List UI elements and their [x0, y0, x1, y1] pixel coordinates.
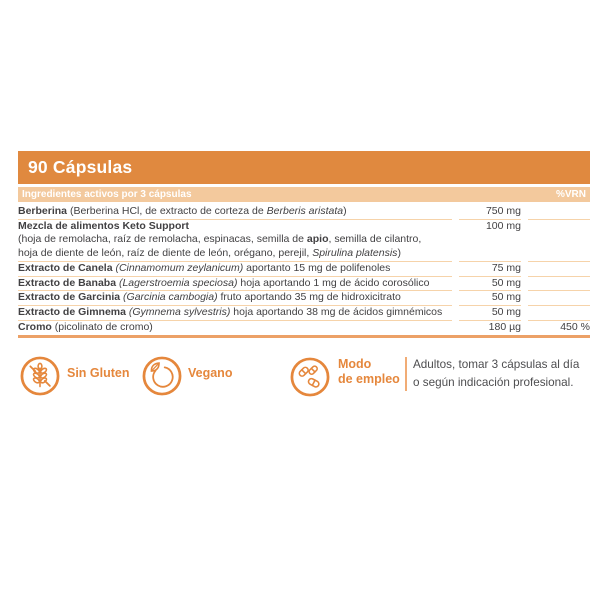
table-row-cromo [18, 321, 590, 335]
table-row-banaba [18, 277, 590, 292]
vrn-cell [528, 205, 590, 220]
ingredient-cell: Extracto de Gimnema (Gymnema sylvestris) hoja aportando 38 mg de ácidos gimnémicos [18, 306, 452, 321]
usage-instructions-line1: Adultos, tomar 3 cápsulas al día [413, 358, 580, 371]
vegan-icon [141, 355, 183, 397]
vrn-cell: 450 % [560, 320, 590, 333]
table-row-berberina [18, 205, 590, 220]
capsule-count-text: 90 Cápsulas [28, 157, 133, 177]
amount-cell: 750 mg [459, 205, 521, 220]
vrn-cell [528, 262, 590, 277]
ingredient-cell: Cromo (picolinato de cromo) [18, 320, 153, 333]
usage-label-line2: de empleo [338, 372, 400, 386]
amount-cell: 50 mg [459, 291, 521, 306]
vrn-cell [528, 220, 590, 262]
usage-instructions-line2: o según indicación profesional. [413, 375, 574, 389]
amount-cell: 50 mg [459, 277, 521, 292]
capsule-count-header [18, 151, 590, 184]
ingredient-cell: Mezcla de alimentos Keto Support (hoja de remolacha, raíz de remolacha, espinacas, semilla de apio, semilla de cilantro, hoja de diente de león, raíz de diente de león, orégano, perejil, Spirulina platensis) [18, 220, 452, 262]
table-row-keto-support-blend [18, 220, 590, 262]
ingredient-cell: Extracto de Banaba (Lagerstroemia speciosa) hoja aportando 1 mg de ácido corosólico [18, 277, 452, 292]
gluten-free-label: Sin Gluten [67, 366, 130, 380]
usage-label-line1: Modo [338, 357, 372, 371]
amount-cell: 100 mg [459, 220, 521, 262]
amount-cell: 50 mg [459, 306, 521, 321]
gluten-free-icon [19, 355, 61, 397]
vegan-label: Vegano [188, 366, 233, 380]
usage-divider-line [405, 357, 407, 391]
vrn-column-label: %VRN [555, 189, 586, 200]
ingredient-cell: Berberina (Berberina HCl, de extracto de corteza de Berberis aristata) [18, 205, 452, 220]
usage-instructions [413, 356, 579, 391]
table-row-garcinia [18, 291, 590, 306]
amount-cell: 180 µg [488, 320, 521, 333]
usage-capsules-icon [289, 356, 331, 398]
table-row-canela [18, 262, 590, 277]
vrn-cell [528, 291, 590, 306]
table-row-gimnema [18, 306, 590, 321]
vrn-cell [528, 277, 590, 292]
ingredients-per-serving-label: Ingredientes activos por 3 cápsulas [22, 189, 192, 200]
vrn-cell [528, 306, 590, 321]
ingredients-header-bar [18, 187, 590, 202]
ingredient-cell: Extracto de Garcinia (Garcinia cambogia) fruto aportando 35 mg de hidroxicitrato [18, 291, 452, 306]
table-bottom-rule [18, 335, 590, 338]
amount-cell: 75 mg [459, 262, 521, 277]
ingredient-cell: Extracto de Canela (Cinnamomum zeylanicum) aportanto 15 mg de polifenoles [18, 262, 452, 277]
supplement-facts-panel [18, 151, 590, 338]
ingredients-table [11, 205, 597, 334]
usage-label [338, 357, 400, 387]
